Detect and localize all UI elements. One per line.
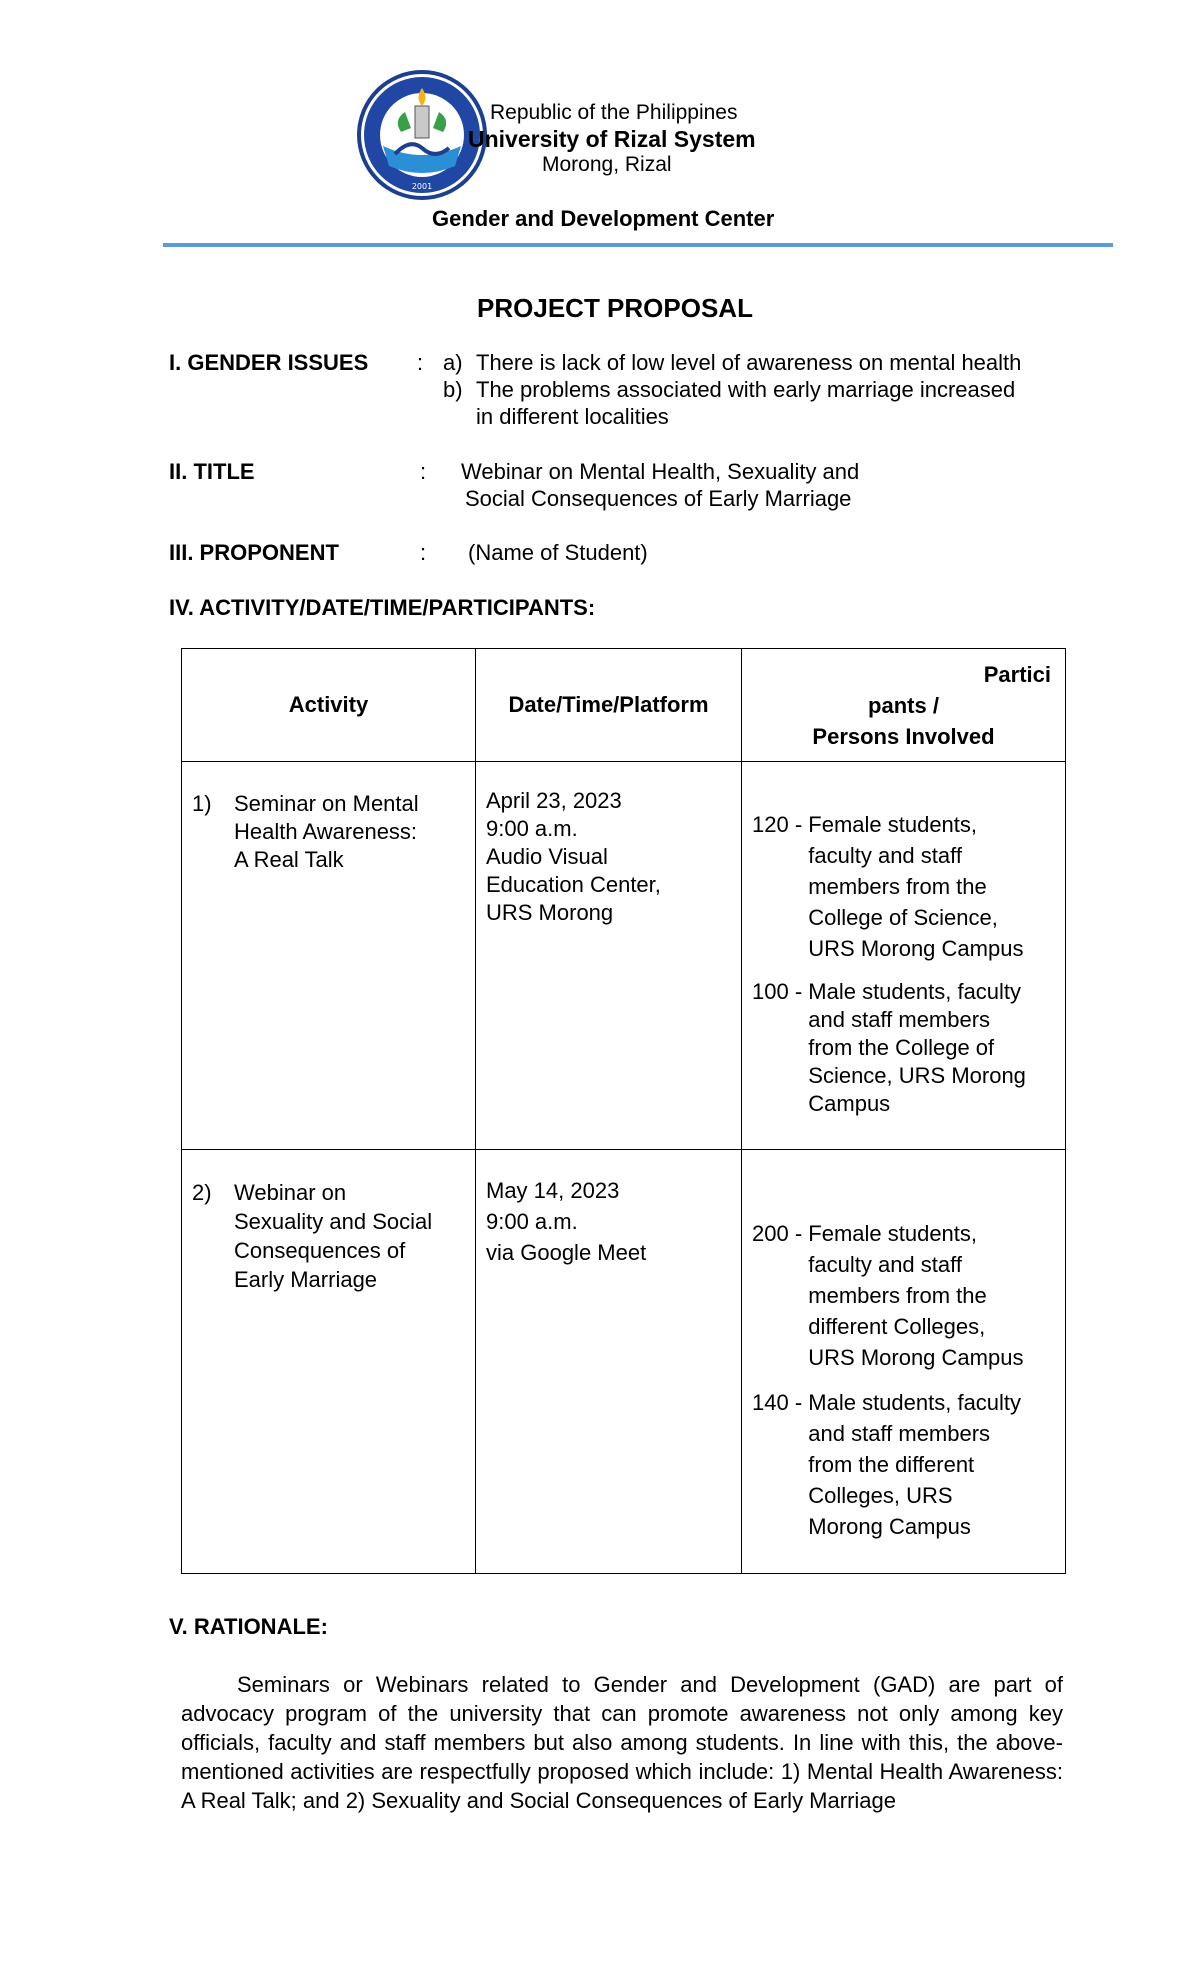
participant-line: and staff members bbox=[808, 1007, 991, 1032]
gender-issue-b-line1: The problems associated with early marriage increased bbox=[476, 377, 1016, 402]
participant-line: faculty and staff bbox=[808, 843, 962, 868]
participant-line: Science, URS Morong bbox=[808, 1063, 1026, 1088]
title-section-line2: Social Consequences of Early Marriage bbox=[465, 486, 852, 511]
participant-line: College of Science, bbox=[808, 905, 998, 930]
header-center-name: Gender and Development Center bbox=[432, 206, 775, 231]
row2-datetime-line: 9:00 a.m. bbox=[486, 1209, 578, 1234]
participant-line: from the College of bbox=[808, 1035, 995, 1060]
header-participants bbox=[742, 649, 1066, 762]
row1-activity-cell bbox=[182, 762, 476, 1150]
header-divider bbox=[163, 243, 1113, 247]
row2-datetime-line: via Google Meet bbox=[486, 1240, 647, 1265]
row2-participants-cell bbox=[742, 1150, 1066, 1574]
rationale-body bbox=[181, 1670, 1063, 1815]
participant-line: URS Morong Campus bbox=[808, 1345, 1024, 1370]
row1-datetime-line: Audio Visual bbox=[486, 844, 608, 869]
participant-line: and staff members bbox=[808, 1421, 991, 1446]
participant-group bbox=[752, 978, 1055, 1118]
gender-issues-colon: : bbox=[417, 350, 424, 375]
row1-datetime-line: 9:00 a.m. bbox=[486, 816, 578, 841]
participant-line: Male students, faculty bbox=[808, 979, 1022, 1004]
header-participants-line1: Partici bbox=[983, 661, 1051, 687]
gender-issue-b-line2: in different localities bbox=[476, 404, 669, 429]
title-section-colon: : bbox=[420, 459, 427, 484]
proponent-value: (Name of Student) bbox=[468, 540, 648, 565]
proponent-label: III. PROPONENT bbox=[169, 540, 339, 565]
row1-datetime-line: Education Center, bbox=[486, 872, 661, 897]
proponent-colon: : bbox=[420, 540, 427, 565]
row2-datetime-line: May 14, 2023 bbox=[486, 1178, 620, 1203]
row1-datetime-line: URS Morong bbox=[486, 900, 614, 925]
row2-activity-line: Consequences of bbox=[234, 1238, 406, 1263]
gender-issue-b-marker: b) bbox=[443, 377, 463, 402]
row2-activity-cell bbox=[182, 1150, 476, 1574]
row2-number: 2) bbox=[192, 1180, 212, 1205]
participant-line: Female students, bbox=[808, 812, 978, 837]
participant-line: Morong Campus bbox=[808, 1514, 971, 1539]
participant-line: members from the bbox=[808, 874, 987, 899]
participant-line: different Colleges, bbox=[808, 1314, 986, 1339]
row2-datetime-cell bbox=[476, 1150, 742, 1574]
participant-line: URS Morong Campus bbox=[808, 936, 1024, 961]
table-row bbox=[182, 762, 1066, 1150]
row1-activity-line: Seminar on Mental bbox=[234, 791, 419, 816]
participant-count: 100 - bbox=[752, 979, 809, 1004]
participant-line: members from the bbox=[808, 1283, 987, 1308]
header-country: Republic of the Philippines bbox=[490, 101, 738, 124]
activity-section-heading: IV. ACTIVITY/DATE/TIME/PARTICIPANTS: bbox=[169, 595, 596, 620]
header-participants-line2: pants / bbox=[868, 692, 939, 718]
activity-table bbox=[181, 648, 1066, 1574]
table-row bbox=[182, 1150, 1066, 1574]
row2-activity-line: Webinar on bbox=[234, 1180, 347, 1205]
header-activity: Activity bbox=[182, 649, 476, 762]
gender-issue-a: There is lack of low level of awareness on mental health bbox=[476, 350, 1022, 375]
title-section-label: II. TITLE bbox=[169, 459, 255, 484]
table-header-row bbox=[182, 649, 1066, 762]
participant-count: 120 - bbox=[752, 812, 809, 837]
svg-text:2001: 2001 bbox=[411, 182, 433, 191]
document-title: PROJECT PROPOSAL bbox=[477, 293, 753, 323]
participant-line: Campus bbox=[808, 1091, 891, 1116]
rationale-heading: V. RATIONALE: bbox=[169, 1614, 328, 1639]
participant-group bbox=[752, 809, 1055, 964]
header-datetime: Date/Time/Platform bbox=[476, 649, 742, 762]
participant-count: 200 - bbox=[752, 1221, 809, 1246]
participant-line: from the different bbox=[808, 1452, 975, 1477]
row1-participants-cell bbox=[742, 762, 1066, 1150]
row1-number: 1) bbox=[192, 791, 212, 816]
row2-activity-line: Sexuality and Social bbox=[234, 1209, 433, 1234]
row2-activity-line: Early Marriage bbox=[234, 1267, 378, 1292]
participant-line: Female students, bbox=[808, 1221, 978, 1246]
header-participants-line3: Persons Involved bbox=[812, 723, 995, 749]
participant-line: Colleges, URS bbox=[808, 1483, 953, 1508]
row1-datetime-line: April 23, 2023 bbox=[486, 788, 622, 813]
row1-datetime-cell bbox=[476, 762, 742, 1150]
participant-group bbox=[752, 1218, 1055, 1373]
title-section-line1: Webinar on Mental Health, Sexuality and bbox=[461, 459, 860, 484]
participant-count: 140 - bbox=[752, 1390, 809, 1415]
rationale-paragraph: Seminars or Webinars related to Gender and Development (GAD) are part of advocacy program of the university that can promote awareness not only among key officials, faculty and staff members but also among students. In line with this, the above-mentioned activities are respectfully proposed which include: 1) Mental Health Awareness: A Real Talk; and 2) Sexuality and Social Consequences of Early Marriage bbox=[181, 1672, 1063, 1813]
participant-group bbox=[752, 1387, 1055, 1542]
participant-line: faculty and staff bbox=[808, 1252, 962, 1277]
gender-issue-a-marker: a) bbox=[443, 350, 463, 375]
header-location: Morong, Rizal bbox=[542, 153, 672, 176]
row1-activity-line: Health Awareness: bbox=[234, 819, 418, 844]
row1-activity-line: A Real Talk bbox=[234, 847, 344, 872]
participant-line: Male students, faculty bbox=[808, 1390, 1022, 1415]
header-university-name: University of Rizal System bbox=[468, 126, 756, 152]
gender-issues-label: I. GENDER ISSUES bbox=[169, 350, 369, 375]
